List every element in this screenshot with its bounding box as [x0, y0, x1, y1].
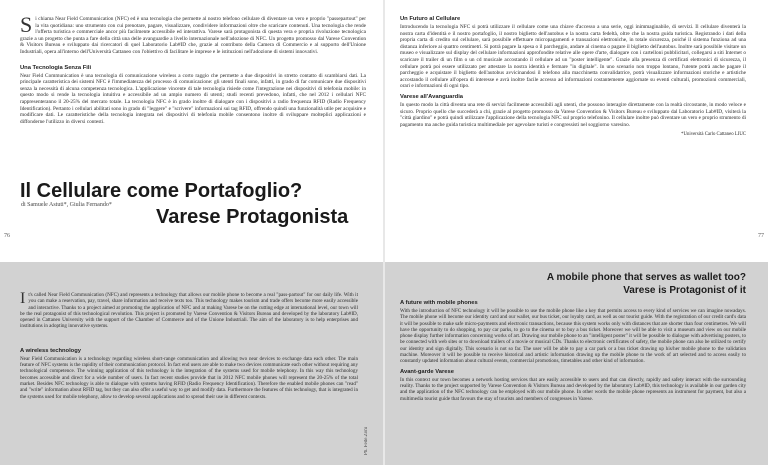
it-intro-text: i chiama Near Field Communication (NFC) ed è una tecnologia che permette al nostro telefono cellulare di diventare un vero e proprio "passepartout" per la vita quotidiana: uno strumento con cui prenotare, pagare, visualizzare, condividere informazioni oltre che scaricare contenuti. Una tecnologia che rende l'offerta turistica e commerciale ancor più facilmente accessibile ed interattiva. Varese sarà protagonista di questa vera e propria rivoluzione tecnologica grazie a un progetto che punta a fare della città una delle avanguardie a livello internazionale nell'adozione di NFC. Un progetto promosso dal Varese Convention & Visitors Bureau e sviluppato dai ricercatori di quel Laboratorio Lab#ID che, grazie al contributo della Camera di Commercio e al supporto dell'Unione Industriali, opera all'interno dell'Università Cattaneo con l'obiettivo di facilitare le imprese e le istituzioni nell'adozione di sistemi innovativi. [20, 16, 366, 55]
en-section-text-varese: In this context our town becomes a network hosting services that are easily accessible to users and that can directly, rapidly and safety interact with the surrounding reality. Thanks to the project supported by Varese Convention & Visitors Bureau and developed by the laboratory Lab#ID, this technology is available in our garden city and the application of the NFC technology can be employed with our mobile phone. In other words the mobile phone represents an instrument for payment, but also a multimedia tourist guide that favours the stay of tourists and members of congresses in Varese. [400, 376, 746, 402]
page-gutter [383, 0, 385, 465]
it-title-line-2: Varese Protagonista [156, 206, 349, 228]
en-title-line-1: A mobile phone that serves as wallet too? [546, 272, 746, 283]
it-left-column [20, 12, 366, 129]
it-section-text-wireless: Near Field Communication è una tecnologia di comunicazione wireless a corto raggio che permette a due dispositivi in stretto contatto di scambiarsi dati. La principale caratteristica dei sistemi NFC è l'immediatezza del processo di comunicazione: gli utenti finali sono, infatti, in grado di far comunicare due dispositivi senza la necessità di alcuna competenza tecnologica. L'applicazione vincente di tale tecnologia risiede come l'integrazione nei dispositivi di telefonia mobile: in questo modo si rende la tecnologia intuitiva e accessibile ad un ampio numero di utenti; studi recenti prevedono, infatti, che nel 2012 i cellulari NFC rappresenteranno il 20-25% del mercato totale. La tecnologia NFC è in grado inoltre di dialogare con i dispositivi a radio frequenza RFID (Radio Frequency Identification). Pertanto i cellulari abilitati sono in grado di "leggere" e "scrivere" informazioni sui tag RFID, offrendo quindi una funzionalità utile per acquisire e modificare dati. Le caratteristiche della tecnologia integrata nei dispositivi di telefonia mobile consentono inoltre di sviluppare molteplici applicazioni e diffonderne l'utilizzo in diversi contesti. [20, 72, 366, 125]
en-right-column [400, 300, 746, 406]
en-section-heading-future: A future with mobile phones [400, 300, 478, 306]
en-section-heading-wireless: A wireless technology [20, 347, 81, 354]
it-title-line-1: Il Cellulare come Portafoglio? [20, 180, 303, 202]
it-right-column [400, 16, 746, 139]
it-section-heading-future: Un Futuro al Cellulare [400, 16, 461, 22]
it-section-text-varese: In questo modo la città diventa una rete di servizi facilmente accessibili agli utenti, che possono interagire direttamente con la realtà circostante, in modo veloce e sicuro. Proprio quello che succederà a chi, grazie al progetto promosso da Varese Convention & Visitors Bureau e sviluppato dal Laboratorio Lab#ID, visiterà la "città giardino" e potrà quindi utilizzare l'applicazione della tecnologia NFC sul proprio telefonino. Il cellulare inoltre può diventare un vero e proprio strumento di pagamento ma anche guida turistica multimediale per agevolare turisti e congressisti nel soggiorno varesino. [400, 101, 746, 128]
it-intro-paragraph [20, 12, 366, 56]
page-number-right: 77 [758, 233, 764, 239]
it-section-heading-varese: Varese all'Avanguardia [400, 93, 464, 100]
en-left-column [20, 292, 358, 404]
en-drop-cap: I [20, 290, 26, 307]
en-title-line-2: Varese is Protagonist of it [623, 285, 746, 296]
en-section-heading-varese: Avant-garde Varese [400, 368, 454, 375]
it-authors: di Samuele Astuti*, Giulia Fernando* [21, 202, 112, 208]
it-affiliation-note: *Università Carlo Cattaneo LIUC [681, 132, 746, 138]
page-number-left: 76 [4, 233, 10, 239]
en-intro-text: t's called Near Field Communication (NFC) and represents a technology that allows our mobile phone to become a real "pass-partout" for our daily life. With it you can make a reservation, pay, travel, share information and receive texts too. This technology makes tourism and trade offers become more easily accessible and interactive. Thanks to a project aimed at promoting the application of NFC and at making Varese be on the cutting edge at international level, our town will be the real protagonist of this technological revolution. This project is promoted by Varese Convention & Visitors Bureau and developed by the laboratory Lab#ID, opened in Cattaneo University with the support of the Chamber of Commerce and of the Unione Industriali. The aim of the laboratory is to help enterprises and institutions in adopting innovative systems. [20, 292, 358, 330]
it-drop-cap: S [20, 12, 33, 37]
en-section-text-wireless: Near Field Communication is a technology regarding wireless short-range communication and allowing two near devices to exchange data each other. The main feature of NFC systems is the rapidity of their communication protocol. In fact end users are able to make two devices communicate each other without requiring any technological competence. The winning application of this technology is the integration of the systems used for mobile telephony. In this way this technology becomes accessible and direct for a wide number of users. In fact recent studies provide that in 2012 NFC mobile phones will represent the 20-25% of the total market. Besides NFC technology is able to dialogue with systems having RFID (Radio Frequency Identification). Therefore the enabled mobile phones can "read" and "write" information about RFID tag, but they can also offer a useful way to get and modify data. Furthermore the features of this technology, that is integrated in the systems used for mobile telephony, allow to develop several applications and to spread their use in different contexts. [20, 355, 358, 400]
it-section-text-future: Introducendo la tecnologia NFC si potrà utilizzare il cellulare come una chiave d'accesso a una serie, oggi inimmaginabile, di servizi. Il cellulare diventerà la nostra carta d'identità e il nostro portafoglio, il nostro biglietto dell'autobus e la nostra carta fedeltà, oltre che la nostra guida turistica. Registrando i dati della propria carta di credito sul cellulare, sarà possibile effettuare micropagamenti e transazioni elettroniche, in totale sicurezza, poiché il sistema funziona ad una distanza inferiore ai quattro centimetri. Si potrà pagare la spesa o il parcheggio, andare al cinema o pagare il biglietto dell'autobus. Inoltre sarà possibile visitare un museo e visualizzare sul display del cellulare informazioni approfondite relative alle opere d'arte, dialogare con i cartelloni pubblicitari, collegarsi a siti Internet o scaricare il trailer di un film o un cd musicale accostando il cellulare ad un "poster intelligente". Grazie alla presenza di certificati elettronici di sicurezza, il cellulare potrà poi essere utilizzato per attestare la nostra identità e fermare "in digitale". In uno scenario non troppo lontano, l'utente potrà anche pagare il parcheggio e acquistare il biglietto dell'autobus avvicinandosi il telefono alla macchinetta convalidatrice, potrà visualizzare informazioni storiche e artistiche accostando il cellulare all'opera di interesse e avrà inoltre facile accesso ad informazioni costantemente aggiornate su eventi culturali, promozioni commerciali, orari e informazioni di ogni tipo. [400, 24, 746, 90]
it-section-heading-wireless: Una Tecnologia Senza Fili [20, 64, 92, 71]
en-section-text-future: With the introduction of NFC technology it will be possible to use the mobile phone like a key that permits access to every kind of services we can imagine nowadays. The mobile phone will become our identity card and our wallet, our bus ticket, our loyalty card, as well as our tourist guide. With the registration of our credit card's data it will be possible to make safe micro-payments and electronic transactions, because this system works only with distances that are shorter than four centimetres. We will have the opportunity to do shopping, to pay car parks, to go to the cinema or to buy a bus ticket. Moreover we will be able to visit a museum and view on our mobile phone display further information concerning works of art. Drawing our mobile phone to an "intelligent poster" it will be possible to dialogue with advertising posters, to be connected with web sites or to download trailers of a movie or musical CDs. Thanks to electronic certificates of safety, the mobile phone can also be utilized to certify our identity and sign digitally. This scenario is not so far. The user will be able to pay a car park or a bus ticket drawing up his/her mobile phone to the validation machine. Moreover it will be possible to receive historical and artistic information drawing up the mobile phone to the work of art selected and to access easily to constantly updated information about cultural events, commercial promotions, timetables and other kind of information. [400, 308, 746, 365]
en-intro-paragraph [20, 292, 358, 330]
photo-credit: Ph. Fede.Zoni [364, 426, 369, 455]
